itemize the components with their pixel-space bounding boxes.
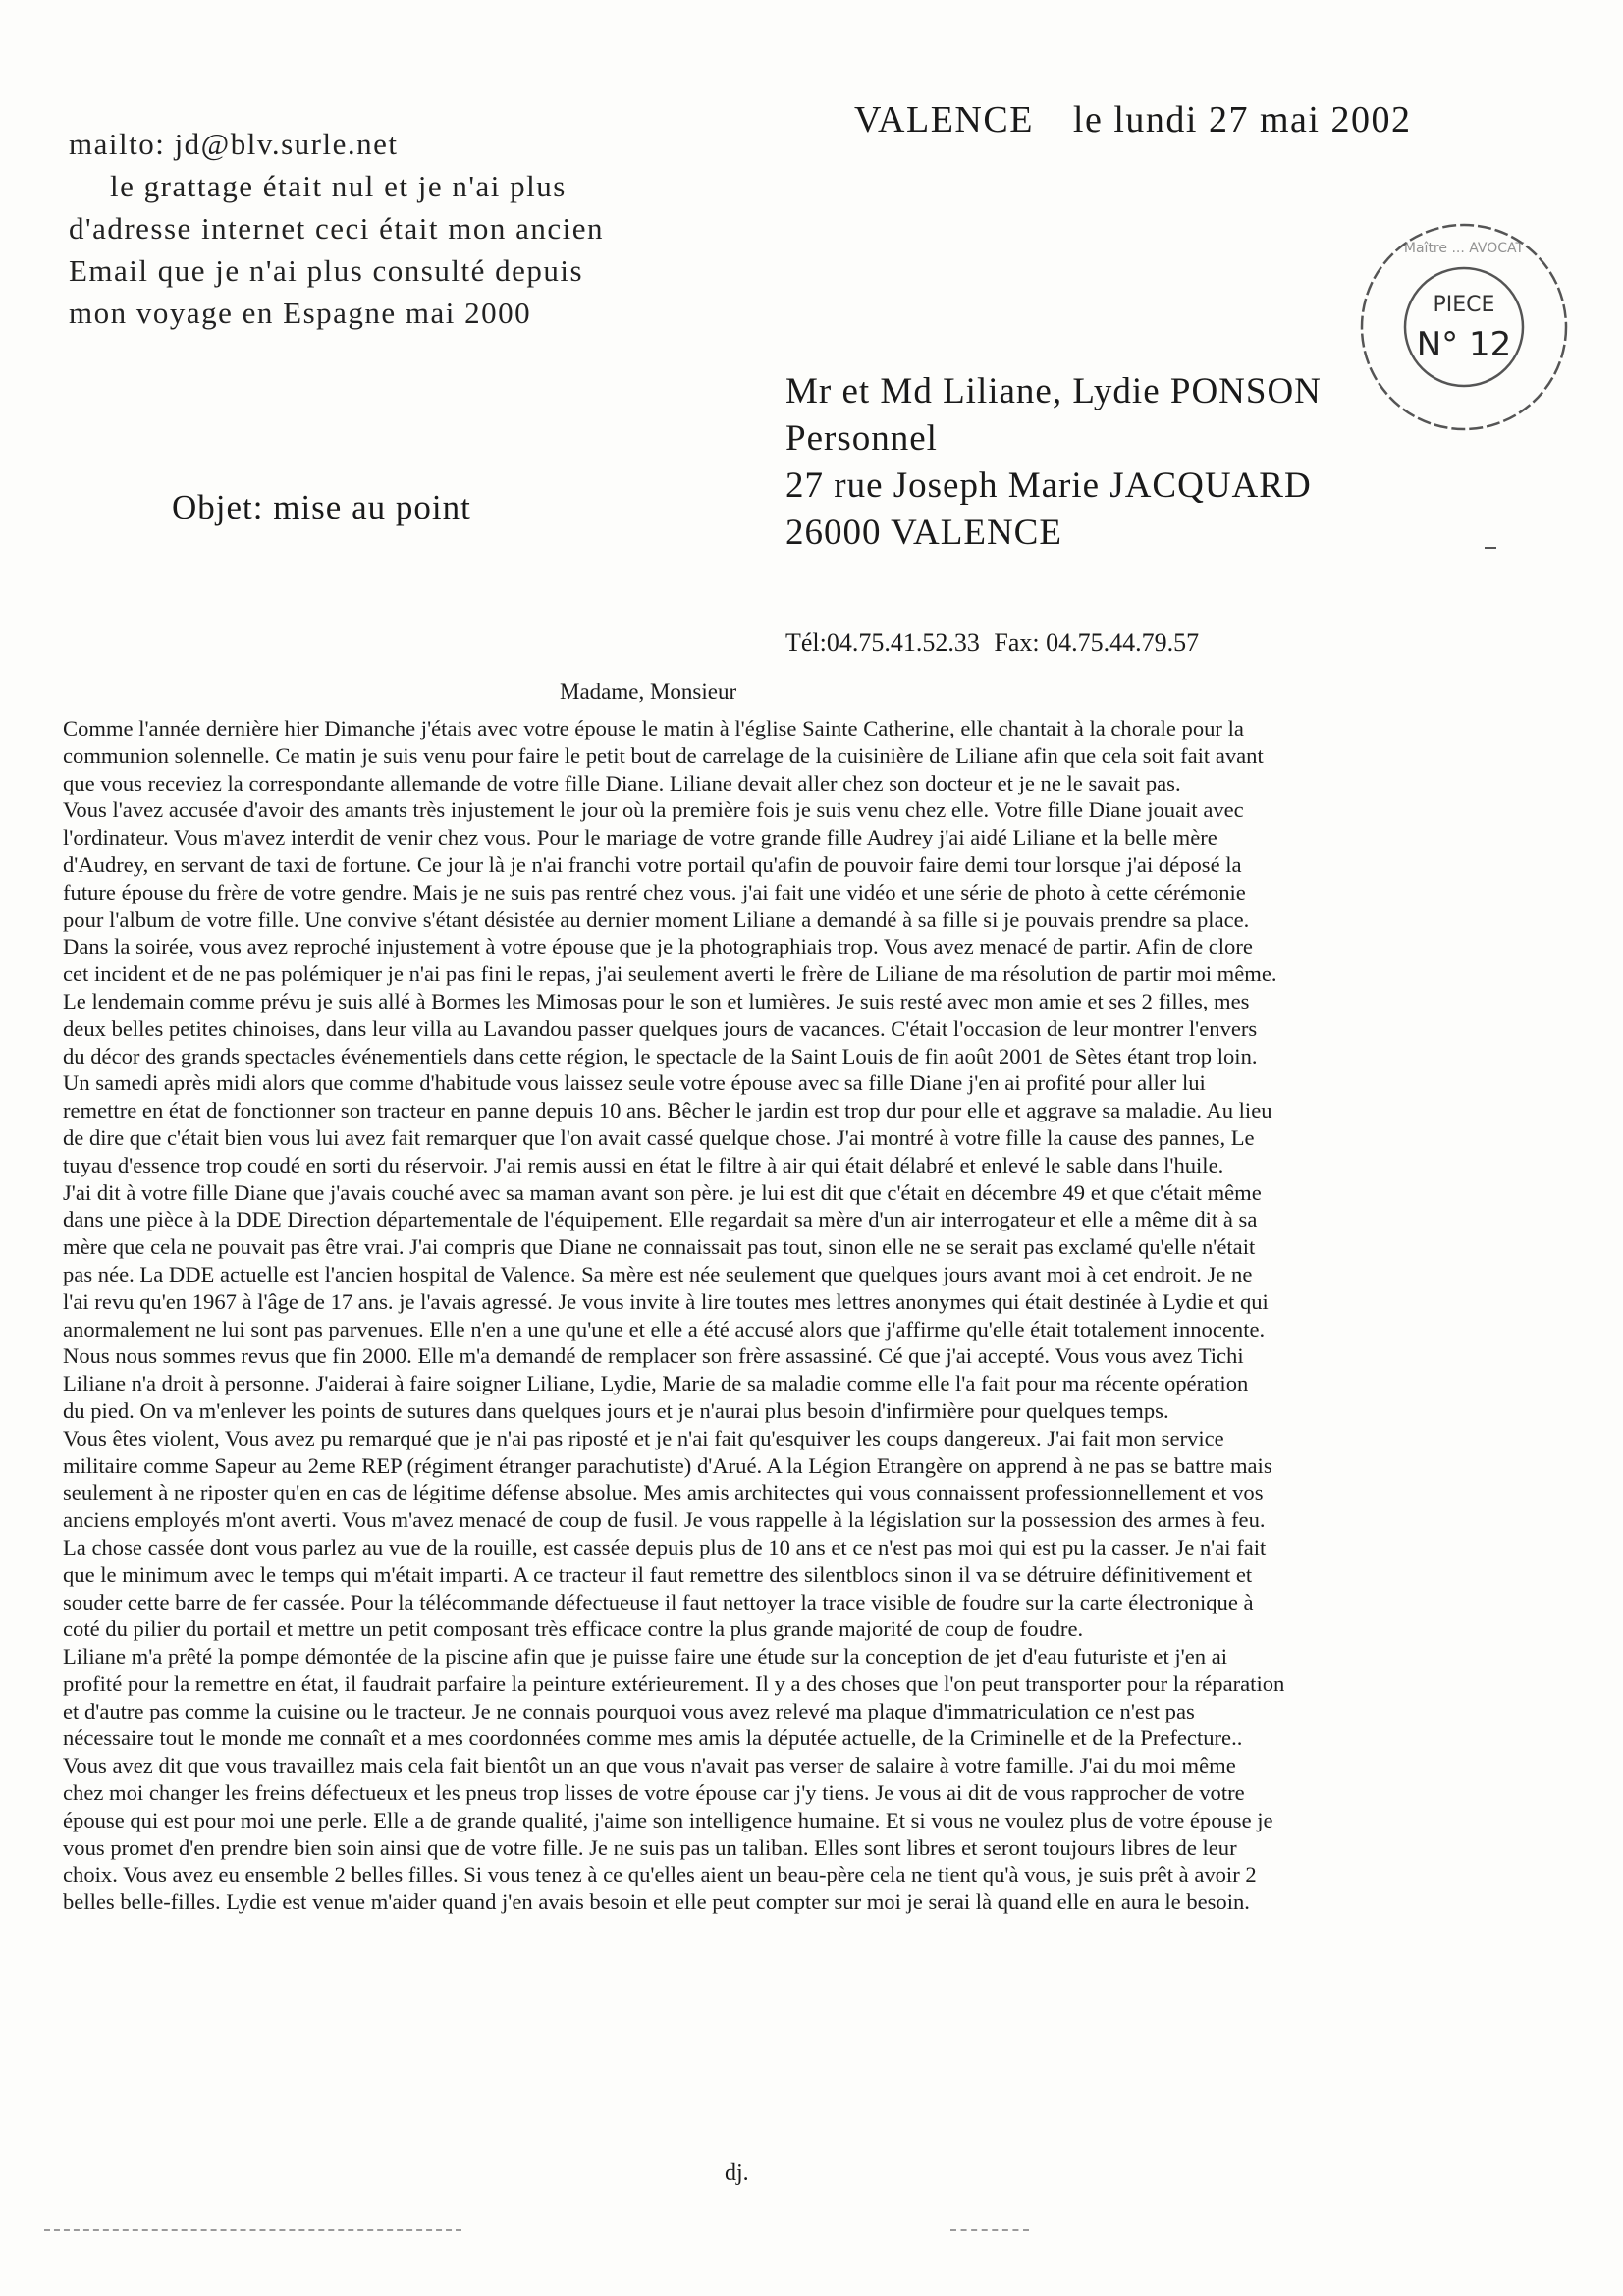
body-line: chez moi changer les freins défectueux et les pneus trop lisses de votre épouse car j'y tiens. Je vous ai dit de vous rapprocher de votre xyxy=(63,1780,1245,1806)
body-line: choix. Vous avez eu ensemble 2 belles filles. Si vous tenez à ce qu'elles aient un beau-père cela ne tient qu'à vous, je suis prêt à avoir 2 xyxy=(63,1862,1257,1887)
body-line: tuyau d'essence trop coudé en sorti du réservoir. J'ai remis aussi en état le filtre à air qui était délabré et enlevé le sable dans l'huile. xyxy=(63,1152,1224,1177)
stamp-ring-text: Maître ... AVOCAT xyxy=(1403,241,1525,256)
lawyer-stamp xyxy=(1355,218,1573,436)
dateline-date: le lundi 27 mai 2002 xyxy=(1072,99,1412,140)
body-line: La chose cassée dont vous parlez au vue de la rouille, est cassée depuis plus de 10 ans et ce n'est pas moi qui est pu la casser. Je n'ai fait xyxy=(63,1534,1267,1559)
recipient-city: 26000 VALENCE xyxy=(785,513,1062,553)
stamp-number: N° 12 xyxy=(1416,325,1512,364)
body-line: deux belles petites chinoises, dans leur villa au Lavandou passer quelques jours de vacances. C'était l'occasion de leur montrer l'envers xyxy=(63,1015,1258,1041)
body-line: future épouse du frère de votre gendre. Mais je ne suis pas rentré chez vous. j'ai fait une vidéo et une série de photo à cette cérémonie xyxy=(63,879,1246,904)
body-line: Le lendemain comme prévu je suis allé à Bormes les Mimosas pour le son et lumières. Je suis resté avec mon amie et ses 2 filles, mes xyxy=(63,988,1250,1013)
signature: dj. xyxy=(725,2160,749,2186)
body-line: Un samedi après midi alors que comme d'habitude vous laissez seule votre épouse avec sa fille Diane j'en ai profité pour aller lui xyxy=(63,1070,1206,1096)
note-line: mon voyage en Espagne mai 2000 xyxy=(69,296,532,330)
recipient-street: 27 rue Joseph Marie JACQUARD xyxy=(785,465,1312,506)
stray-mark xyxy=(1485,547,1496,549)
note-line-email: mailto: jd@blv.surle.net xyxy=(69,127,399,161)
note-line: d'adresse internet ceci était mon ancien xyxy=(69,211,604,246)
body-line: épouse qui est pour moi une perle. Elle a de grande qualité, j'aime son intelligence humaine. Et si vous ne voulez plus de votre épouse je xyxy=(63,1807,1273,1832)
dateline xyxy=(854,98,1450,141)
body-line: Vous l'avez accusée d'avoir des amants très injustement le jour où la première fois je suis venu chez elle. Votre fille Diane jouait avec xyxy=(63,797,1244,823)
recipient-name: Mr et Md Liliane, Lydie PONSON xyxy=(785,371,1322,411)
body-line: mère que cela ne pouvait pas être vrai. J'ai compris que Diane ne connaissait pas tout, sinon elle ne se serait pas exclamé qu'elle n'était xyxy=(63,1234,1256,1260)
body-line: l'ordinateur. Vous m'avez interdit de venir chez vous. Pour le mariage de votre grande fille Audrey j'ai aidé Liliane et la belle mère xyxy=(63,825,1217,850)
body-line: l'ai revu qu'en 1967 à l'âge de 17 ans. je l'avais agressé. Je vous invite à lire toutes mes lettres anonymes qui était destinée à Lydie et qui xyxy=(63,1288,1269,1314)
body-line: vous promet d'en prendre bien soin ainsi que de votre fille. Je ne suis pas un taliban. Elles sont libres et seront toujours libres de leur xyxy=(63,1834,1237,1860)
body-line: militaire comme Sapeur au 2eme REP (régiment étranger parachutiste) d'Arué. A la Légion Etrangère on apprend à ne pas se battre mais xyxy=(63,1452,1272,1478)
recipient-line: Personnel xyxy=(785,418,938,459)
fax-number: Fax: 04.75.44.79.57 xyxy=(994,629,1200,657)
body-line: que le minimum avec le temps qui m'était imparti. A ce tracteur il faut remettre des silentblocs sinon il va se détruire définitivement et xyxy=(63,1561,1253,1587)
body-line: Liliane m'a prêté la pompe démontée de la piscine afin que je puisse faire une étude sur la conception de jet d'eau futuriste et j'en ai xyxy=(63,1644,1227,1669)
body-line: de dire que c'était bien vous lui avez fait remarquer que l'on avait cassé quelque chose. J'ai montré à votre fille la cause des pannes, Le xyxy=(63,1124,1255,1150)
body-line: remettre en état de fonctionner son tracteur en panne depuis 10 ans. Bêcher le jardin est trop dur pour elle et aggrave sa maladie. Au lieu xyxy=(63,1098,1272,1123)
dateline-city: VALENCE xyxy=(854,99,1034,140)
body-line: Dans la soirée, vous avez reproché injustement à votre épouse que je la photographiais trop. Vous avez menacé de partir. Afin de clore xyxy=(63,934,1253,959)
body-line: d'Audrey, en servant de taxi de fortune. Ce jour là je n'ai franchi votre portail qu'afin de pouvoir faire demi tour lorsque j'ai déposé la xyxy=(63,851,1242,877)
stamp-piece-label: PIECE xyxy=(1433,293,1495,317)
note-line: le grattage était nul et je n'ai plus xyxy=(110,169,567,203)
body-line: communion solennelle. Ce matin je suis venu pour faire le petit bout de carrelage de la cuisinière de Liliane afin que cela soit fait avant xyxy=(63,742,1264,768)
body-line: Vous avez dit que vous travaillez mais cela fait bientôt un an que vous n'avait pas verser de salaire à votre famille. J'ai du moi même xyxy=(63,1753,1236,1778)
bottom-dash-left xyxy=(44,2229,461,2231)
body-line: belles belle-filles. Lydie est venue m'aider quand j'en avais besoin et elle peut compter sur moi je serai là quand elle en aura le besoin. xyxy=(63,1889,1250,1915)
handwritten-note xyxy=(69,123,707,334)
body-line: cet incident et de ne pas polémiquer je n'ai pas fini le repas, j'ai seulement averti le frère de Liliane de ma résolution de partir moi même. xyxy=(63,961,1277,987)
body-line: dans une pièce à la DDE Direction départementale de l'équipement. Elle regardait sa mère d'un air interrogateur et elle a même dit à sa xyxy=(63,1207,1258,1232)
phone-number: Tél:04.75.41.52.33 xyxy=(785,629,980,657)
body-line: du pied. On va m'enlever les points de sutures dans quelques jours et je n'aurai plus besoin d'infirmière pour quelques temps. xyxy=(63,1397,1169,1423)
note-line: Email que je n'ai plus consulté depuis xyxy=(69,253,584,288)
subject-line: Objet: mise au point xyxy=(172,488,471,526)
salutation: Madame, Monsieur xyxy=(560,680,737,704)
body-line: seulement à ne riposter qu'en en cas de légitime défense absolue. Mes amis architectes qui vous connaissent professionnellement et vos xyxy=(63,1480,1264,1505)
body-line: coté du pilier du portail et mettre un petit composant très efficace contre la plus grande majorité de coup de foudre. xyxy=(63,1616,1084,1642)
body-line: pas née. La DDE actuelle est l'ancien hospital de Valence. Sa mère est née seulement que quelques jours avant moi à cet endroit. Je ne xyxy=(63,1261,1253,1286)
body-line: Liliane n'a droit à personne. J'aiderai à faire soigner Liliane, Lydie, Marie de sa maladie comme elle l'a fait pour ma récente opération xyxy=(63,1371,1249,1396)
body-line: anormalement ne lui sont pas parvenues. Elle n'en a une qu'une et elle a été accusé alors que j'affirme qu'elle était totalement innocente. xyxy=(63,1316,1266,1341)
recipient-address xyxy=(785,368,1322,557)
body-line: et d'autre pas comme la cuisine ou le tracteur. Je ne connais pourquoi vous avez relevé ma plaque d'immatriculation ce n'est pas xyxy=(63,1698,1195,1723)
body-line: profité pour la remettre en état, il faudrait parfaire la peinture extérieurement. Il y a des choses que l'on peut transporter pour la réparation xyxy=(63,1670,1285,1696)
bottom-dash-right xyxy=(950,2229,1029,2231)
body-line: pour l'album de votre fille. Une convive s'étant désistée au dernier moment Liliane a demandé à sa fille si je pouvais prendre sa place. xyxy=(63,906,1250,932)
contact-line xyxy=(785,629,1207,658)
body-line: Comme l'année dernière hier Dimanche j'étais avec votre épouse le matin à l'église Sainte Catherine, elle chantait à la chorale pour la xyxy=(63,716,1244,740)
body-line: J'ai dit à votre fille Diane que j'avais couché avec sa maman avant son père. je lui est dit que c'était en décembre 49 et que c'était même xyxy=(63,1179,1262,1205)
body-line: Vous êtes violent, Vous avez pu remarqué que je n'ai pas riposté et je n'ai fait qu'esquiver les coups dangereux. J'ai fait mon service xyxy=(63,1425,1224,1450)
body-line: que vous receviez la correspondante allemande de votre fille Diane. Liliane devait aller chez son docteur et je ne le savait pas. xyxy=(63,770,1181,795)
letter-body xyxy=(63,715,1565,1916)
body-line: du décor des grands spectacles événementiels dans cette région, le spectacle de la Saint Louis de fin août 2001 de Sètes étant trop loin. xyxy=(63,1043,1258,1068)
body-line: nécessaire tout le monde me connaît et a mes coordonnées comme mes amis la députée actuelle, de la Criminelle et de la Prefecture.. xyxy=(63,1725,1243,1751)
body-line: Nous nous sommes revus que fin 2000. Elle m'a demandé de remplacer son frère assassiné. Cé que j'ai accepté. Vous vous avez Tichi xyxy=(63,1343,1244,1369)
body-line: souder cette barre de fer cassée. Pour la télécommande défectueuse il faut nettoyer la trace visible de foudre sur la carte électronique à xyxy=(63,1589,1254,1614)
body-line: anciens employés m'ont averti. Vous m'avez menacé de coup de fusil. Je vous rappelle à la législation sur la possession des armes à feu. xyxy=(63,1507,1266,1533)
